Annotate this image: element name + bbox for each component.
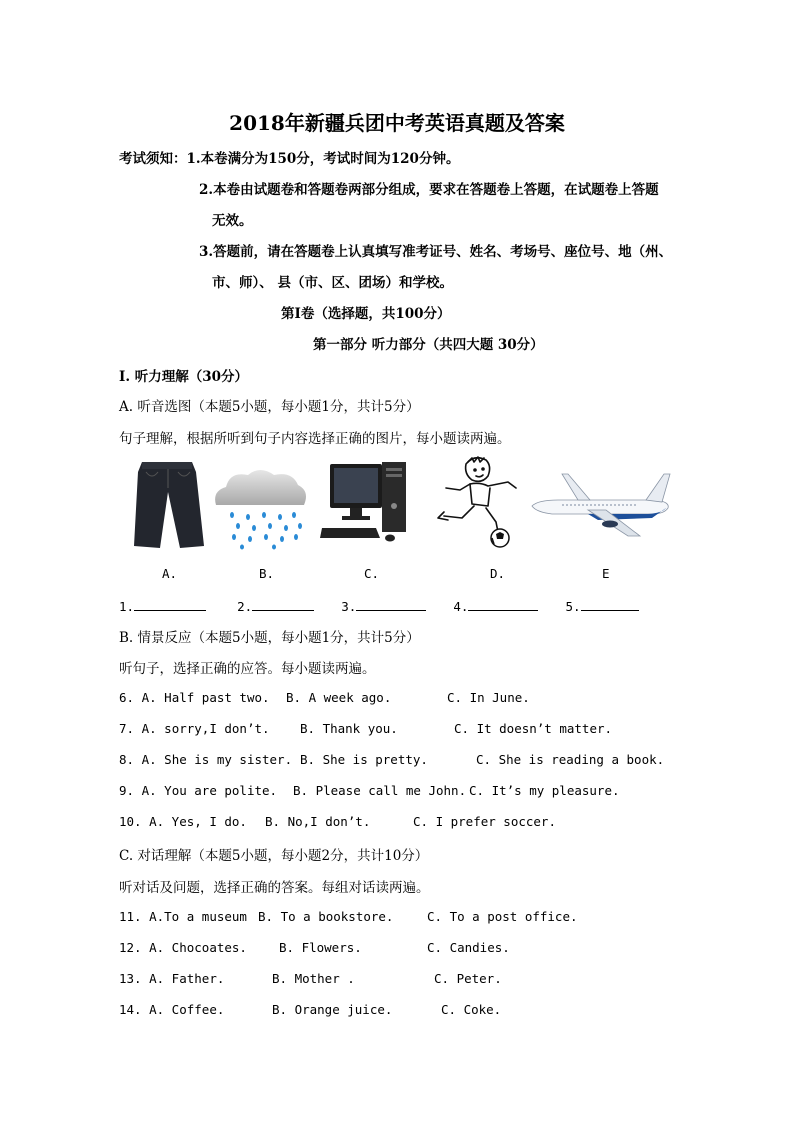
answer-blank-4[interactable] [468,598,538,611]
answer-blanks [119,598,639,614]
option-c: C. She is reading a book. [476,752,665,767]
blank-label-4: 4. [453,599,469,614]
option-a: A. Coffee. [149,1002,225,1017]
question-num: 12. [119,940,142,955]
option-b: B. Please call me John. [293,783,467,798]
question-num: 10. [119,814,142,829]
notice-item-2b: 无效。 [212,213,253,229]
section-b-instruction: 听句子，选择正确的应答。每小题读两遍。 [119,661,376,677]
option-b: B. A week ago. [286,690,392,705]
part-heading: 第一部分 听力部分（共四大题 30分） [313,337,544,353]
notice-item-2a: 2.本卷由试题卷和答题卷两部分组成，要求在答题卷上答题，在试题卷上答题 [199,182,659,198]
option-a: A. Father. [149,971,225,986]
question-num: 9. [119,783,135,798]
option-a: A. sorry,I don’t. [141,721,270,736]
option-c: C. Candies. [427,940,510,955]
notice-item-3a: 3.答题前，请在答题卷上认真填写准考证号、姓名、考场号、座位号、地（州、 [199,244,673,260]
question-14 [119,1002,502,1017]
image-label-a: A. [162,566,178,581]
option-b: B. Orange juice. [272,1002,393,1017]
image-label-e: E [602,566,610,581]
answer-blank-5[interactable] [581,598,639,611]
option-c: C. It’s my pleasure. [469,783,620,798]
rain-cloud-icon [210,465,310,550]
pants-icon [128,458,206,550]
option-c: C. It doesn’t matter. [454,721,613,736]
question-num: 11. [119,909,142,924]
option-b: B. She is pretty. [300,752,428,767]
section-b-heading: B. 情景反应（本题5小题，每小题1分，共计5分） [119,630,420,646]
option-b: B. To a bookstore. [258,909,394,924]
question-num: 6. [119,690,135,705]
answer-blank-2[interactable] [252,598,314,611]
question-num: 14. [119,1002,142,1017]
blank-label-2: 2. [237,599,253,614]
volume-heading: 第Ⅰ卷（选择题，共100分） [281,306,451,322]
option-b: B. Flowers. [279,940,362,955]
page-title: 2018年新疆兵团中考英语真题及答案 [229,111,565,135]
question-num: 13. [119,971,142,986]
section-c-instruction: 听对话及问题，选择正确的答案。每组对话读两遍。 [119,880,430,896]
image-label-d: D. [490,566,506,581]
section-c-heading: C. 对话理解（本题5小题，每小题2分，共计10分） [119,848,429,864]
question-13 [119,971,502,986]
question-7 [119,721,613,736]
question-8 [119,752,665,767]
option-a: A. Yes, I do. [149,814,247,829]
answer-blank-1[interactable] [134,598,206,611]
option-b: B. Mother . [272,971,355,986]
answer-blank-3[interactable] [356,598,426,611]
question-11 [119,909,578,924]
blank-label-3: 3. [341,599,357,614]
blank-label-1: 1. [119,599,135,614]
question-num: 7. [119,721,135,736]
notice-item-1: 1.本卷满分为150分，考试时间为120分钟。 [186,151,460,167]
option-b: B. Thank you. [300,721,398,736]
notice-item-3b: 市、师）、 县（市、区、团场）和学校。 [212,275,453,291]
soccer-boy-icon [436,452,522,550]
section-a-heading: A. 听音选图（本题5小题，每小题1分，共计5分） [119,399,420,415]
notice-line-1 [119,147,459,167]
option-c: C. Coke. [441,1002,502,1017]
notice-label: 考试须知： [119,151,187,167]
question-9 [119,783,620,798]
option-c: C. I prefer soccer. [413,814,556,829]
image-label-c: C. [364,566,380,581]
question-6 [119,690,530,705]
option-a: A. Half past two. [141,690,270,705]
option-a: A.To a museum [149,909,247,924]
option-a: A. You are polite. [141,783,278,798]
section-heading: Ⅰ. 听力理解（30分） [119,369,249,385]
section-a-instruction: 句子理解，根据所听到句子内容选择正确的图片，每小题读两遍。 [119,431,511,447]
question-num: 8. [119,752,135,767]
option-c: C. To a post office. [427,909,578,924]
computer-icon [320,458,410,546]
option-a: A. She is my sister. [141,752,293,767]
option-a: A. Chocoates. [149,940,247,955]
option-b: B. No,I don’t. [265,814,371,829]
question-12 [119,940,510,955]
airplane-icon [528,470,674,538]
option-c: C. In June. [447,690,530,705]
image-label-b: B. [259,566,275,581]
question-10 [119,814,556,829]
option-c: C. Peter. [434,971,502,986]
blank-label-5: 5. [565,599,581,614]
